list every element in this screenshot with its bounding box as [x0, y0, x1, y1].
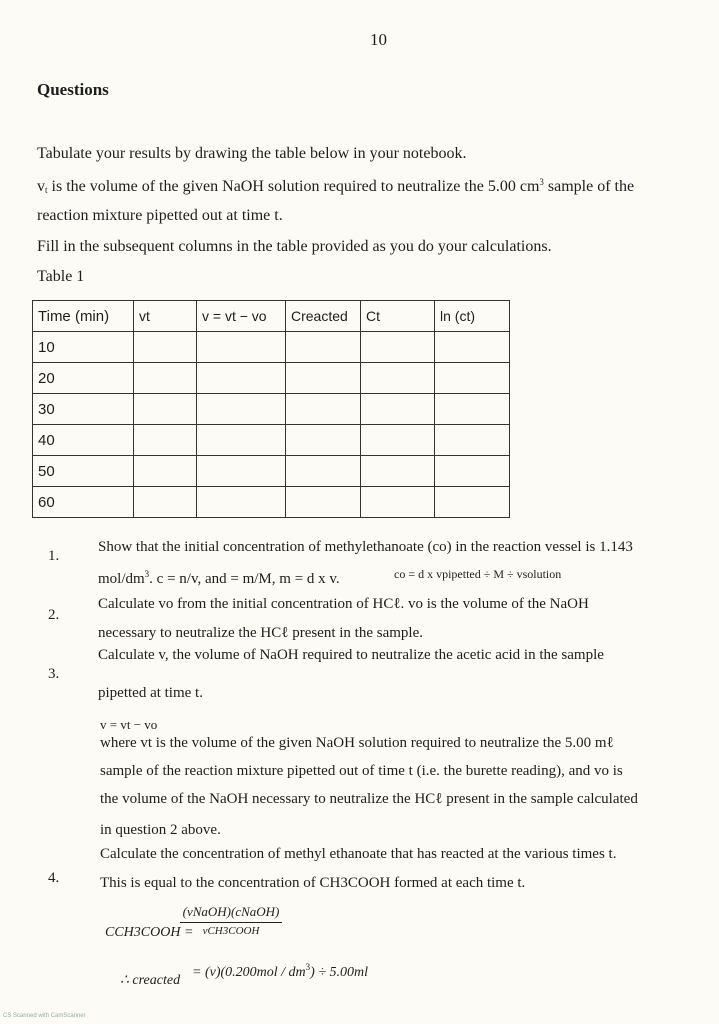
formula-2-lhs: ∴ creacted	[120, 973, 181, 988]
table-row	[33, 425, 510, 456]
table-row	[33, 487, 510, 518]
section-heading: Questions	[37, 80, 109, 99]
header-creacted: Creacted	[286, 301, 361, 332]
question-1-formula: co = d x vpipetted ÷ M ÷ vsolution	[394, 567, 562, 581]
formula-1-denominator: vCH3COOH	[202, 925, 260, 937]
question-2-line-1: Calculate vo from the initial concentration of HCℓ. vo is the volume of the NaOH	[98, 596, 589, 612]
formula-1-lhs: CCH3COOH =	[105, 925, 194, 940]
table-row	[33, 394, 510, 425]
question-3-line-5: the volume of the NaOH necessary to neutralize the HCℓ present in the sample calculated	[100, 791, 638, 807]
time-cell: 40	[33, 425, 134, 456]
question-3-number: 3.	[48, 666, 60, 682]
formula-1-fraction	[180, 904, 282, 937]
question-1-line-1: Show that the initial concentration of methylethanoate (co) in the reaction vessel is 1.143	[98, 539, 633, 555]
question-3-line-3: where vt is the volume of the given NaOH solution required to neutralize the 5.00 mℓ	[100, 735, 614, 751]
results-table	[32, 300, 510, 518]
header-v: v = vt − vo	[197, 301, 286, 332]
question-3-line-4: sample of the reaction mixture pipetted out of time t (i.e. the burette reading), and vo is	[100, 763, 623, 779]
table-row	[33, 363, 510, 394]
header-ln-ct: ln (ct)	[435, 301, 510, 332]
question-2-number: 2.	[48, 607, 60, 623]
page-number: 10	[370, 30, 387, 49]
time-cell: 30	[33, 394, 134, 425]
question-3-line-6: in question 2 above.	[100, 822, 221, 838]
table-row	[33, 332, 510, 363]
intro-line-4: Fill in the subsequent columns in the table provided as you do your calculations.	[37, 238, 552, 255]
question-3-equation: v = vt − vo	[100, 717, 158, 732]
intro-line-1: Tabulate your results by drawing the table below in your notebook.	[37, 145, 467, 162]
question-2-line-2: necessary to neutralize the HCℓ present in the sample.	[98, 625, 423, 641]
table-label: Table 1	[37, 268, 85, 285]
time-cell: 60	[33, 487, 134, 518]
question-3-line-1: Calculate v, the volume of NaOH required to neutralize the acetic acid in the sample	[98, 647, 604, 663]
question-4-line-1: Calculate the concentration of methyl ethanoate that has reacted at the various times t.	[100, 846, 617, 862]
question-4-number: 4.	[48, 870, 60, 886]
formula-1-numerator: (vNaOH)(cNaOH)	[180, 904, 282, 923]
intro-line-2: $v_t$ is the volume of the given NaOH solution required to neutralize the 5.00 $cm^3$ sample of the	[37, 177, 635, 195]
scanner-watermark: CS Scanned with CamScanner	[3, 1013, 86, 1019]
question-3-line-2: pipetted at time t.	[98, 685, 203, 701]
time-cell: 20	[33, 363, 134, 394]
header-vt: vt	[134, 301, 197, 332]
formula-2-rhs: = $(v)(0.200mol / dm^3) \div 5.00ml$	[192, 962, 369, 980]
question-1-number: 1.	[48, 548, 60, 564]
question-4-line-2: This is equal to the concentration of CH3COOH formed at each time t.	[100, 875, 526, 891]
intro-line-3: reaction mixture pipetted out at time t.	[37, 207, 283, 224]
header-time: Time (min)	[33, 301, 134, 332]
time-cell: 10	[33, 332, 134, 363]
question-1-line-2: mol/$dm^3$. c = n/v, and = m/M, m = d x v.	[98, 569, 340, 587]
table-header-row	[33, 301, 510, 332]
table-row	[33, 456, 510, 487]
header-ct: Ct	[361, 301, 435, 332]
time-cell: 50	[33, 456, 134, 487]
